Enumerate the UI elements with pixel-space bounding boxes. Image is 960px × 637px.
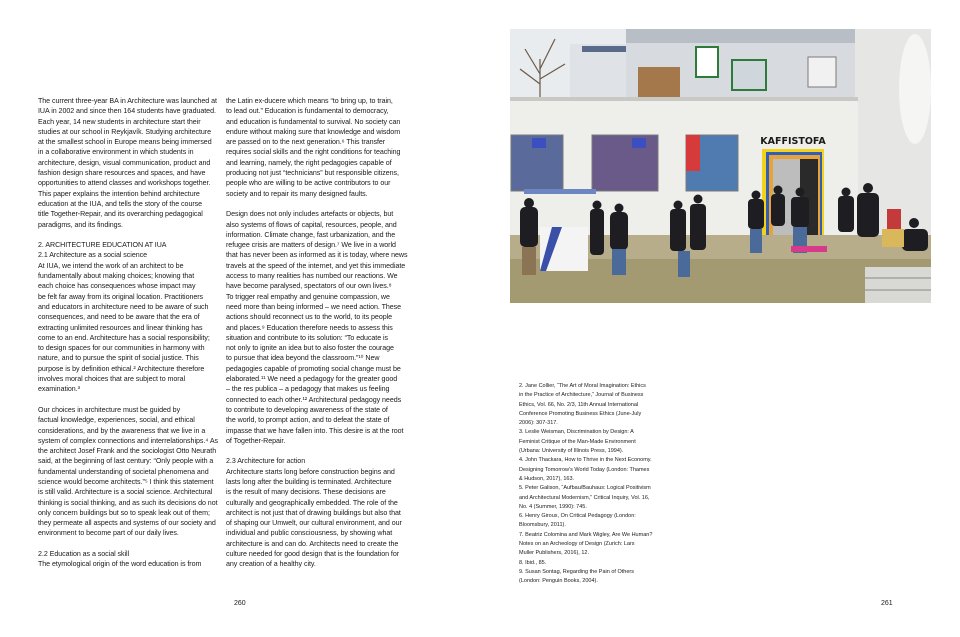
text-line: come to an end. Architecture has a social responsibility; [38,333,210,342]
paragraph-gap [38,539,234,549]
text-line: the architect Josef Frank and the sociologist Otto Neurath [38,447,217,456]
text-line: Architecture starts long before construction begins and [226,467,395,476]
footnote-line: Ethics, Vol. 66, No. 2/3, 11th Annual International [519,401,639,408]
text-line: – the res publica – a pedagogy that makes us feeling [226,385,390,394]
courtyard-photo [510,29,931,303]
text-line: factual knowledge, experiences, social, and ethical [38,416,195,425]
text-line: information. Climate change, fast urbanization, and the [226,230,396,239]
text-line: culturally and geographically embedded. The role of the [226,498,398,507]
text-line: science would become architects.”⁵ I think this statement [38,477,214,486]
text-line: that has never been as informed as it is today, where news [226,251,408,260]
text-line: Our choices in architecture must be guided by [38,405,181,414]
text-line: The current three-year BA in Architecture was launched at [38,97,217,105]
text-line: extracting unlimited resources and linear thinking has [38,323,203,332]
text-line: people who are willing to be active contributors to our [226,179,391,188]
footnote-line: Designing Tomorrow’s World Today (London: Thames [519,466,650,473]
section-heading: 2. ARCHITECTURE EDUCATION AT IUA [38,241,167,250]
text-line: system of complex connections and interrelationships.⁴ As [38,436,218,445]
footnote-line: Conference Promoting Business Ethics (June-July [519,410,642,417]
text-line: travels at the speed of the internet, and yet this immediate [226,261,406,270]
footnote-line: 6. Henry Giroux, On Critical Pedagogy (London: [519,513,636,520]
section-heading: 2.2 Education as a social skill [38,550,130,559]
right-page [480,0,960,637]
text-line: and education is fundamental to survival. No society can [226,117,401,126]
text-line: be felt far away from its original location. Practitioners [38,292,204,301]
text-line: and places.⁹ Education therefore needs to assess this [226,323,393,332]
section-heading: 2.3 Architecture for action [226,457,306,466]
text-line: Design does not only includes artefacts or objects, but [226,210,394,219]
footnote-line: in the Practice of Architecture,” Journal of Business [519,392,644,399]
text-line: and educators in architecture need to be aware of such [38,302,209,311]
text-line: not only to ignite an idea but to also foster the courage [226,344,394,353]
text-line: society and to repair its many designed faults. [226,189,368,198]
text-line: of Together-Repair. [226,436,286,445]
text-line: access to many realities has numbed our reactions. We [226,272,398,281]
footnote-line: No. 4 (Summer, 1990): 745. [519,503,587,510]
text-line: paradigms, and its findings. [38,220,123,229]
text-line: involves moral choices that are subject to moral [38,375,186,384]
footnote-line: 5. Peter Galison, “Aufbau/Bauhaus: Logical Positivism [519,485,651,492]
footnote-line: 7. Beatriz Colomina and Mark Wigley, Are We Human? [519,531,653,538]
text-line: fashion design share resources and spaces, and have [38,169,206,178]
text-line: to design spaces for our communities in harmony with [38,344,205,353]
text-line: environment to become part of our daily lives. [38,529,179,538]
text-line: consequences, and need to be aware that the era of [38,313,200,322]
footnote-line: & Hudson, 2017), 163. [519,475,575,482]
footnote-line: 9. Susan Sontag, Regarding the Pain of Others [519,568,634,575]
paragraph-gap [38,230,234,240]
text-line: examination.³ [38,385,80,394]
footnote-line: Notes on an Archeology of Design (Zurich: Lars [519,541,635,548]
text-line: only concern buildings but so to speak leak out of them; [38,508,210,517]
footnote-line: (London: Penguin Books, 2004). [519,578,598,585]
footnote-line: 2. Jane Collier, “The Art of Moral Imagination: Ethics [519,383,646,389]
text-line: architecture, design, visual communication, product and [38,158,211,167]
text-line: the Latin ex-ducere which means “to bring up, to train, [226,97,393,105]
text-line: to lead out.” Education is fundamental to democracy, [226,107,389,116]
text-line: pedagogies capable of promoting social change must be [226,364,401,373]
footnote-line: (Urbana: University of Illinois Press, 1994). [519,448,624,455]
footnote-line: and Architectural Modernism,” Critical Inquiry, Vol. 16, [519,494,650,501]
text-line: culture needed for good design that is the foundation for [226,550,400,559]
kaffistofa-sign: KAFFISTOFA [760,136,826,147]
text-line: thinking is social thinking, and as such its decisions do not [38,498,218,507]
text-line: have become paralysed, spectators of our own lives.⁸ [226,282,392,291]
text-line: in a collaborative environment in which students in [38,148,194,157]
text-line: This paper explains the intention behind architecture [38,189,200,198]
footnote-line: Feminist Critique of the Man-Made Environment [519,438,636,445]
text-line: to pursue that idea beyond the classroom.”¹⁰ New [226,354,380,363]
text-line: architecture is and can do. Architects need to create the [226,539,399,548]
text-column-2 [226,96,422,570]
text-line: to contribute to developing awareness of the state of [226,405,388,414]
text-line: at the smallest school in Europe means being immersed [38,138,212,147]
text-line: Each year, 14 new students in architecture start their [38,117,201,126]
text-line: they permeate all aspects and systems of our society and [38,519,216,528]
text-line: endure without making sure that knowledge and wisdom [226,127,401,136]
text-line: requires social skills and the right conditions for teaching [226,148,401,157]
text-line: education at the IUA, and tells the story of the course [38,199,203,208]
text-line: need more than being informed – we need action. These [226,302,402,311]
text-line: said, at the beginning of last century: “Only people with a [38,457,214,466]
text-line: impasse that we have fallen into. This desire is at the root [226,426,404,435]
paragraph-gap [226,199,422,209]
section-heading: 2.1 Architecture as a social science [38,251,147,260]
text-line: nature, and to pursue the spirit of social justice. This [38,354,199,363]
footnote-line: 4. John Thackara, How to Thrive in the Next Economy. [519,457,652,464]
text-line: At IUA, we intend the work of an architect to be [38,261,184,270]
text-line: any creation of a healthy city. [226,560,316,569]
text-line: situation and contribute to its solution: “To educate is [226,333,389,342]
page-number-left: 260 [234,600,246,607]
text-line: producing not just “technicians” but responsible citizens, [226,169,399,178]
text-line: connected to each other.¹² Architectural pedagogy needs [226,395,402,404]
text-line: The etymological origin of the word education is from [38,560,202,569]
text-line: IUA in 2002 and since then 164 students have graduated. [38,107,216,116]
footnotes [519,382,699,587]
text-line: studies at our school in Reykjavík. Studying architecture [38,127,212,136]
text-line: architect is not just that of drawing buildings but also that [226,508,401,517]
text-line: each choice has consequences whose impact may [38,282,196,291]
text-line: the world, to prompt action, and to defeat the state of [226,416,390,425]
footnote-line: 8. Ibid., 85. [519,559,547,566]
text-line: title Together-Repair, and its overarching pedagogical [38,210,203,219]
text-line: also systems of flows of capital, resources, people, and [226,220,397,229]
text-line: and learning, namely, the right pedagogies capable of [226,158,392,167]
text-line: opportunities to attend classes and workshops together. [38,179,211,188]
text-line: refugee crisis are matters of design.⁷ We live in a world [226,241,396,250]
text-line: purpose is by definition ethical.² Architecture therefore [38,364,205,373]
footnote-line: Muller Publishers, 2016), 12. [519,550,590,557]
text-line: actions should reconnect us to the world, to its people [226,313,393,322]
text-line: considerations, and by the awareness that we live in a [38,426,206,435]
footnote-line: 2006): 307-317. [519,420,558,427]
text-line: fundamentally about making choices; knowing that [38,272,195,281]
paragraph-gap [226,446,422,456]
text-line: is still valid. Architecture is a social science. Architectural [38,488,213,497]
text-line: are passed on to the next generation.⁶ This transfer [226,138,386,147]
text-line: is the result of many decisions. These decisions are [226,488,386,497]
text-line: lasts long after the building is terminated. Architecture [226,477,392,486]
text-line: of shaping our Umwelt, our cultural environment, and our [226,519,402,528]
text-line: To trigger real empathy and genuine compassion, we [226,292,390,301]
text-line: elaborated.¹¹ We need a pedagogy for the greater good [226,375,398,384]
text-line: fundamental understanding of societal phenomena and [38,467,209,476]
text-column-1 [38,96,234,570]
text-line: individual and public consciousness, by showing what [226,529,393,538]
footnote-line: 3. Leslie Weisman, Discrimination by Design: A [519,429,634,436]
page-number-right: 261 [881,600,893,607]
paragraph-gap [38,395,234,405]
footnote-line: Bloomsbury, 2011). [519,522,566,529]
